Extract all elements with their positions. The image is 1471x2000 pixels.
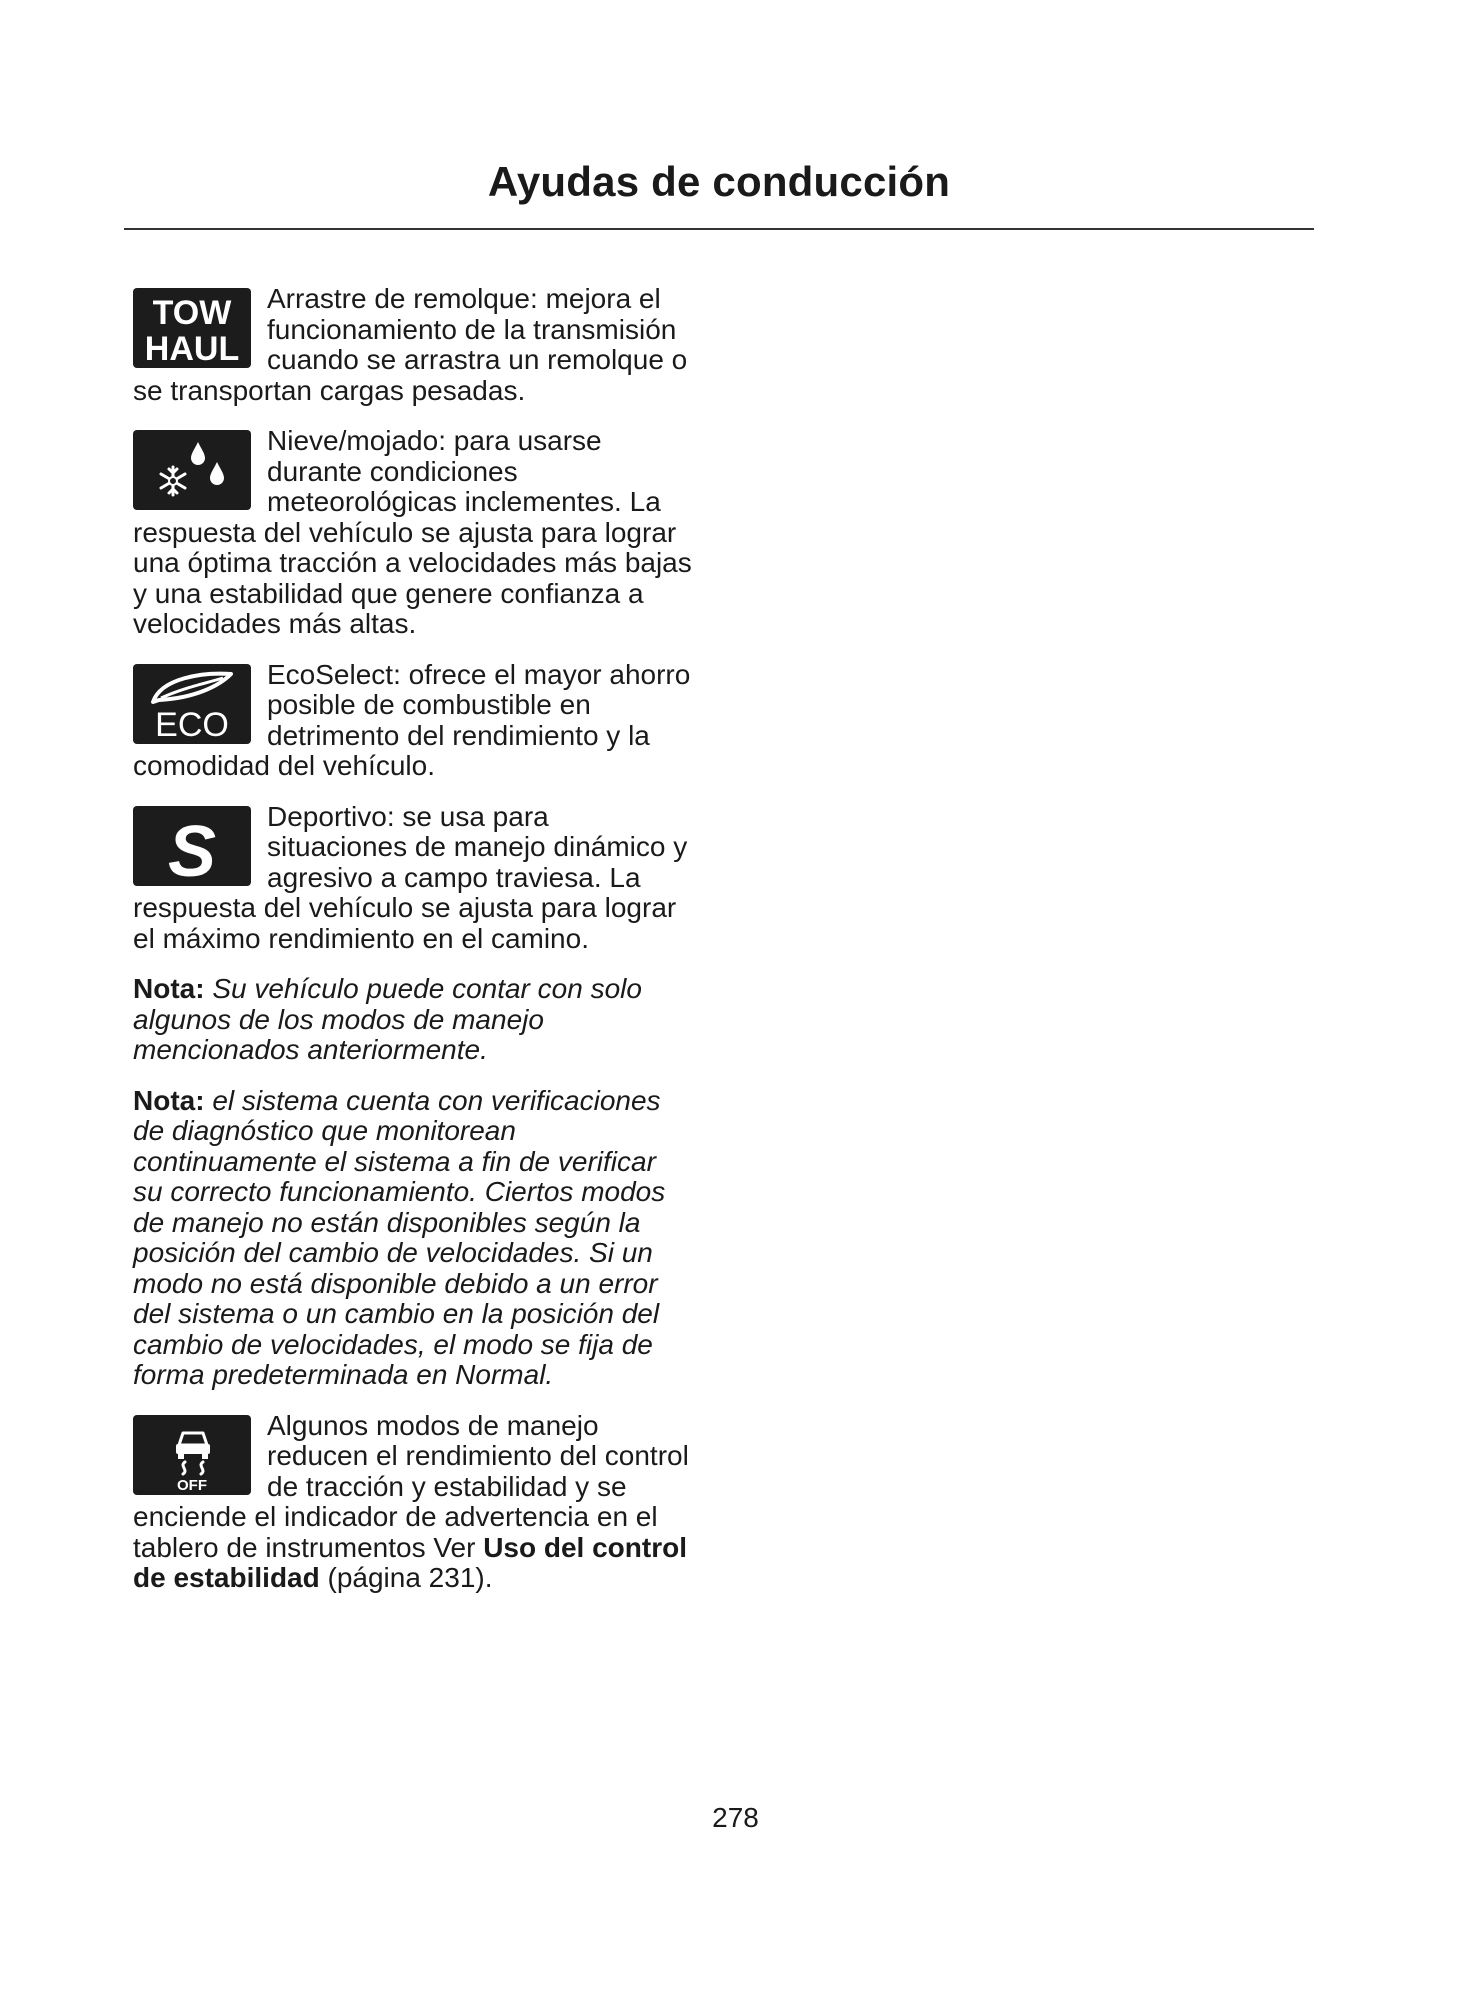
mode-entry-eco [133,660,693,782]
snow-wet-icon [133,430,251,510]
mode-description: Nieve/mojado: para usarse durante condiciones meteorológicas inclementes. La respuesta del vehículo se ajusta para lograr una óptima tracción a velocidades más bajas y una estabilidad que genere confianza a velocidades más altas. [133,425,692,639]
traction-description: Algunos modos de manejo reducen el rendimiento del control de tracción y estabilidad y se enciende el indicador de advertencia en el tablero de instrumentos Ver [133,1409,689,1563]
mode-entry-tow-haul [133,284,693,406]
sport-icon [133,806,251,886]
page-number: 278 [712,1802,759,1833]
mode-entry-sport [133,802,693,955]
note-text: el sistema cuenta con verificaciones de diagnóstico que monitorean continuamente el sistema a fin de verificar su correcto funcionamiento. Ciertos modos de manejo no están disponibles según la posición del cambio de velocidades. Si un modo no está disponible debido a un error del sistema o un cambio en la posición del cambio de velocidades, el modo se fija de forma predeterminada en Normal. [133,1084,666,1390]
svg-text:S: S [167,811,217,886]
traction-control-entry [133,1411,693,1594]
header-divider [124,228,1314,230]
svg-text:ECO: ECO [155,705,229,744]
svg-text:TOW: TOW [152,294,232,332]
note-paragraph [133,974,693,1066]
tow-haul-icon [133,288,251,368]
mode-description: Arrastre de remolque: mejora el funcionamiento de la transmisión cuando se arrastra un remolque o se transportan cargas pesadas. [133,283,688,406]
svg-text:OFF: OFF [177,1476,207,1494]
svg-text:HAUL: HAUL [144,330,240,368]
note-text: Su vehículo puede contar con solo algunos de los modos de manejo mencionados anteriormente. [133,973,642,1065]
traction-control-off-icon [133,1415,251,1495]
cross-reference-link[interactable]: Uso del control de estabilidad [133,1531,687,1593]
content-column [133,284,693,1614]
mode-entry-snow-wet [133,426,693,640]
mode-description: Deportivo: se usa para situaciones de manejo dinámico y agresivo a campo traviesa. La respuesta del vehículo se ajusta para lograr el máximo rendimiento en el camino. [133,800,688,954]
page-reference: (página 231). [319,1562,493,1593]
eco-icon [133,664,251,744]
note-label: Nota: [133,973,205,1004]
mode-description: EcoSelect: ofrece el mayor ahorro posible de combustible en detrimento del rendimiento y la comodidad del vehículo. [133,658,691,781]
note-paragraph [133,1086,693,1391]
page-title: Ayudas de conducción [487,158,951,205]
note-label: Nota: [133,1084,205,1116]
